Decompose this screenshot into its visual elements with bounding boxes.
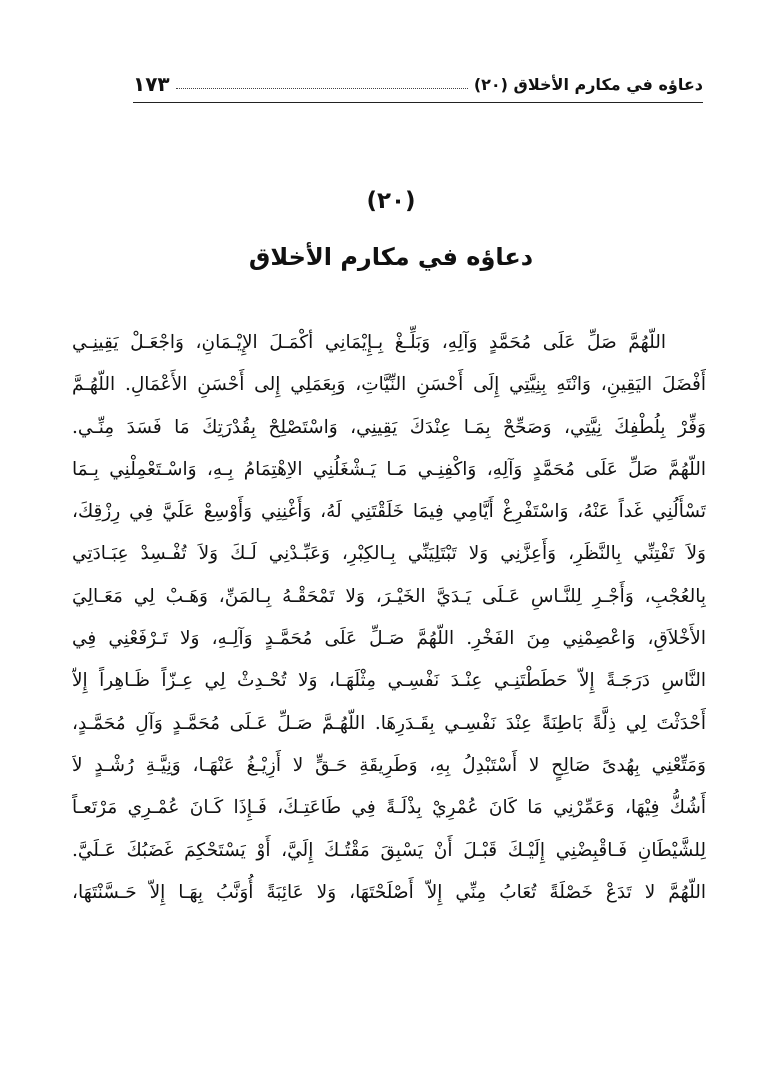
- supplication-text: [72, 322, 706, 914]
- text-line: تَسْأَلُنِي غَداً عَنْهُ، وَاسْتَفْرِغْ أَيَّامِي فِيمَا خَلَقْتَنِي لَهُ، وَأَغْنِنِي وَأَوْسِعْ عَلَيَّ فِي رِزْقِكَ،: [72, 501, 706, 523]
- text-line: أَحْدَثْتَ لِي ذِلَّةً بَاطِنَةً عِنْدَ نَفْسِـي بِقَـدَرِهَا. اللّهُـمَّ صَـلِّ عَـلَى مُحَمَّـدٍ وَآلِ مُحَمَّـدٍ،: [72, 712, 706, 734]
- text-line: اللّهُمَّ صَلِّ عَلَى مُحَمَّدٍ وَآلِهِ، وَاكْفِنِـي مَـا يَـشْغَلُنِي الاِهْتِمَامُ بِـهِ، وَاسْـتَعْمِلْنِي بِـمَا: [72, 458, 706, 480]
- text-line: أَشُكُّ فِيْهَا، وَعَمِّرْنِي مَا كَانَ عُمْرِيْ بِذْلَـةً فِي طَاعَتِـكَ، فَـإِذَا كَـانَ عُمْـرِي مَرْتَعـاً: [72, 797, 706, 819]
- text-line: اللّهُمَّ لا تَدَعْ خَصْلَةً تُعَابُ مِنِّي إِلاّ أَصْلَحْتَهَا، وَلا عَائِبَةً أُوَنَّبُ بِهَـا إِلاّ حَـسَّنْتَهَا،: [72, 881, 706, 903]
- text-line: وَلاَ تَفْتِنِّي بِالنَّظَرِ، وَأَعِزَّنِي وَلا تَبْتَلِيَنِّي بِـالكِبْرِ، وَعَبِّـدْنِي لَـكَ وَلاَ تُفْـسِدْ عِبَـادَتِي: [72, 543, 706, 565]
- text-line: وَفِّرْ بِلُطْفِكَ نِيَّتِي، وَصَحِّحْ بِمَـا عِنْدَكَ يَقِينِي، وَاسْتَصْلِحْ بِقُدْرَتِكَ مَا فَسَدَ مِنِّـي.: [72, 416, 706, 438]
- text-line: بِالعُجْبِ، وَأَجْـرِ لِلنَّـاسِ عَـلَى يَـدَيَّ الخَيْـرَ، وَلا تَمْحَقْـهُ بِـالمَنِّ، وَهَـبْ لِي مَعَـالِيَ: [72, 585, 706, 607]
- page-number: ١٧٣: [133, 72, 170, 96]
- chapter-number: (٢٠): [366, 188, 416, 214]
- text-line: أَفْضَلَ اليَقِينِ، وَانْتَهِ بِنِيَّتِي إِلَى أَحْسَنِ النِّيَّاتِ، وَبِعَمَلِي إِلى أَحْسَنِ الأَعْمَالِ. اللّهُـمَّ: [72, 374, 706, 396]
- chapter-title: دعاؤه في مكارم الأخلاق: [248, 243, 534, 271]
- text-line: وَمَتِّعْنِي بِهُدىً صَالِحٍ لا أَسْتَبْدِلُ بِهِ، وَطَرِيقَةِ حَـقٍّ لا أَزِيْـغُ عَنْهَـا، وَنِيَّـةِ رُشْـدٍ لاَ: [72, 754, 706, 776]
- header-dot-leader: [176, 88, 468, 89]
- text-line: الأَخْلاَقِ، وَاعْصِمْنِي مِنَ الفَخْرِ. اللّهُمَّ صَـلِّ عَلَى مُحَمَّـدٍ وَآلِـهِ، وَلا تَـرْفَعْنِي فِي: [72, 628, 706, 650]
- text-line: لِلشَّيْطَانِ فَـاقْبِضْنِي إِلَيْـكَ قَبْـلَ أَنْ يَسْبِقَ مَقْتُـكَ إِلَيَّ، أَوْ يَسْتَحْكِمَ غَضَبُكَ عَـلَيَّ.: [72, 839, 706, 861]
- running-header-title: دعاؤه في مكارم الأخلاق (٢٠): [473, 75, 703, 94]
- running-header: [133, 68, 703, 103]
- text-line: اللّهُمَّ صَلِّ عَلَى مُحَمَّدٍ وَآلِهِ، وَبَلِّـغْ بِـإِيْمَانِي أكْمَـلَ الإِيْـمَانِ، وَاجْعَـلْ يَقِينِـي: [72, 332, 666, 353]
- text-line: النَّاسِ دَرَجَـةً إِلاّ حَطَطْتَنِـي عِنْـدَ نَفْسِـي مِثْلَهَـا، وَلا تُحْـدِثْ لِي عِـزّاً ظَـاهِراً إِلاّ: [72, 670, 706, 692]
